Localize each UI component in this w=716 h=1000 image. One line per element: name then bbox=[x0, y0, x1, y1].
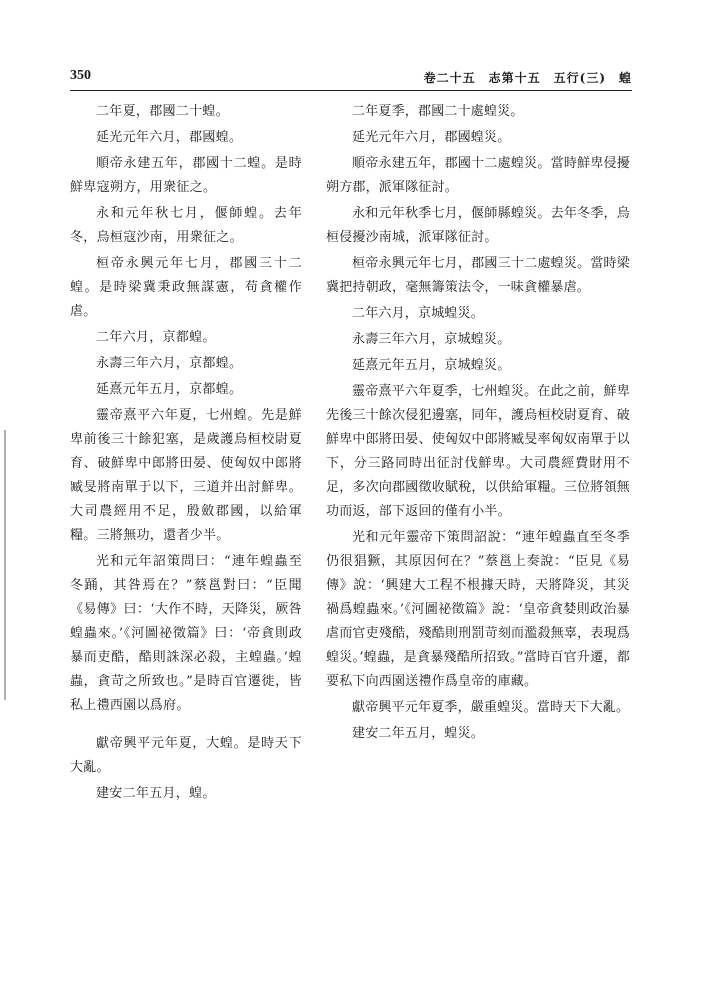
original-paragraph: 順帝永建五年，郡國十二蝗。是時鮮卑寇朔方，用衆征之。 bbox=[70, 156, 302, 195]
page-header bbox=[70, 68, 632, 91]
page-number: 350 bbox=[70, 68, 91, 83]
translation-paragraph: 建安二年五月，蝗災。 bbox=[352, 726, 485, 741]
translation-paragraph: 獻帝興平元年夏季，嚴重蝗災。當時天下大亂。 bbox=[352, 700, 630, 715]
translation-paragraph: 桓帝永興元年七月，郡國三十二處蝗災。當時梁冀把持朝政，毫無籌策法令，一味貪權暴虐。 bbox=[326, 256, 630, 295]
original-paragraph: 靈帝熹平六年夏，七州蝗。先是鮮卑前後三十餘犯塞，是歲護烏桓校尉夏育、破鮮卑中郎將田晏、使匈奴中郎將臧旻將南單于以下，三道并出討鮮卑。大司農經用不足，殷斂郡國，以給軍糧。三將無功，還者少半。 bbox=[70, 408, 302, 543]
translation-paragraph: 延光元年六月，郡國蝗災。 bbox=[352, 130, 511, 145]
original-text-column bbox=[70, 100, 302, 808]
scan-edge-shadow bbox=[4, 430, 6, 700]
translation-paragraph: 永壽三年六月，京城蝗災。 bbox=[352, 332, 511, 347]
translation-paragraph: 永和元年秋季七月，偃師縣蝗災。去年冬季，烏桓侵擾沙南城，派軍隊征討。 bbox=[326, 206, 630, 245]
original-paragraph: 永壽三年六月，京都蝗。 bbox=[96, 356, 243, 371]
translation-column bbox=[326, 100, 630, 748]
original-paragraph: 獻帝興平元年夏，大蝗。是時天下大亂。 bbox=[70, 736, 302, 775]
translation-paragraph: 光和元年靈帝下策問詔說：“連年蝗蟲直至冬季仍很猖獗，其原因何在？”蔡邕上奏說：“臣見《易傳》說：‘興建大工程不根據天時，天將降災，其災禍爲蝗蟲來。’《河圖祕徵篇》說：‘皇帝貪婪則政治暴虐而官吏殘酷，殘酷則刑罰苛刻而濫殺無辜，表現爲蝗災。’蝗蟲，是貪暴殘酷所招致。”當時百官升遷，都要私下向西園送禮作爲皇帝的庫藏。 bbox=[326, 530, 630, 689]
original-paragraph: 光和元年詔策問曰：“連年蝗蟲至冬踊，其咎焉在？”蔡邕對曰：“臣聞《易傳》曰：‘大作不時，天降災，厥咎蝗蟲來。’《河圖祕徵篇》曰：‘帝貪則政暴而吏酷，酷則誅深必殺，主蝗蟲。’蝗蟲，貪苛之所致也。”是時百官遷徙，皆私上禮西園以爲府。 bbox=[70, 554, 302, 713]
translation-paragraph: 靈帝熹平六年夏季，七州蝗災。在此之前，鮮卑先後三十餘次侵犯邊塞，同年，護烏桓校尉夏育、破鮮卑中郎將田晏、使匈奴中郎將臧旻率匈奴南單于以下，分三路同時出征討伐鮮卑。大司農經費財用不足，多次向郡國徵收賦稅，以供給軍糧。三位將領無功而返，部下返回的僅有小半。 bbox=[326, 384, 630, 519]
original-paragraph: 二年六月，京都蝗。 bbox=[96, 330, 216, 345]
running-title: 卷二十五 志第十五 五行(三) 蝗 bbox=[423, 71, 632, 85]
translation-paragraph: 二年夏季，郡國二十處蝗災。 bbox=[352, 104, 524, 119]
original-paragraph: 建安二年五月，蝗。 bbox=[96, 786, 216, 801]
translation-paragraph: 順帝永建五年，郡國十二處蝗災。當時鮮卑侵擾朔方郡，派軍隊征討。 bbox=[326, 156, 630, 195]
original-paragraph: 二年夏，郡國二十蝗。 bbox=[96, 104, 230, 119]
translation-paragraph: 延熹元年五月，京城蝗災。 bbox=[352, 358, 511, 373]
original-paragraph: 桓帝永興元年七月，郡國三十二蝗。是時梁冀秉政無謀憲，苟貪權作虐。 bbox=[70, 256, 302, 319]
original-paragraph: 延光元年六月，郡國蝗。 bbox=[96, 130, 243, 145]
translation-paragraph: 二年六月，京城蝗災。 bbox=[352, 306, 485, 321]
original-paragraph: 永和元年秋七月，偃師蝗。去年冬，烏桓寇沙南，用衆征之。 bbox=[70, 206, 302, 245]
original-paragraph: 延熹元年五月，京都蝗。 bbox=[96, 382, 243, 397]
